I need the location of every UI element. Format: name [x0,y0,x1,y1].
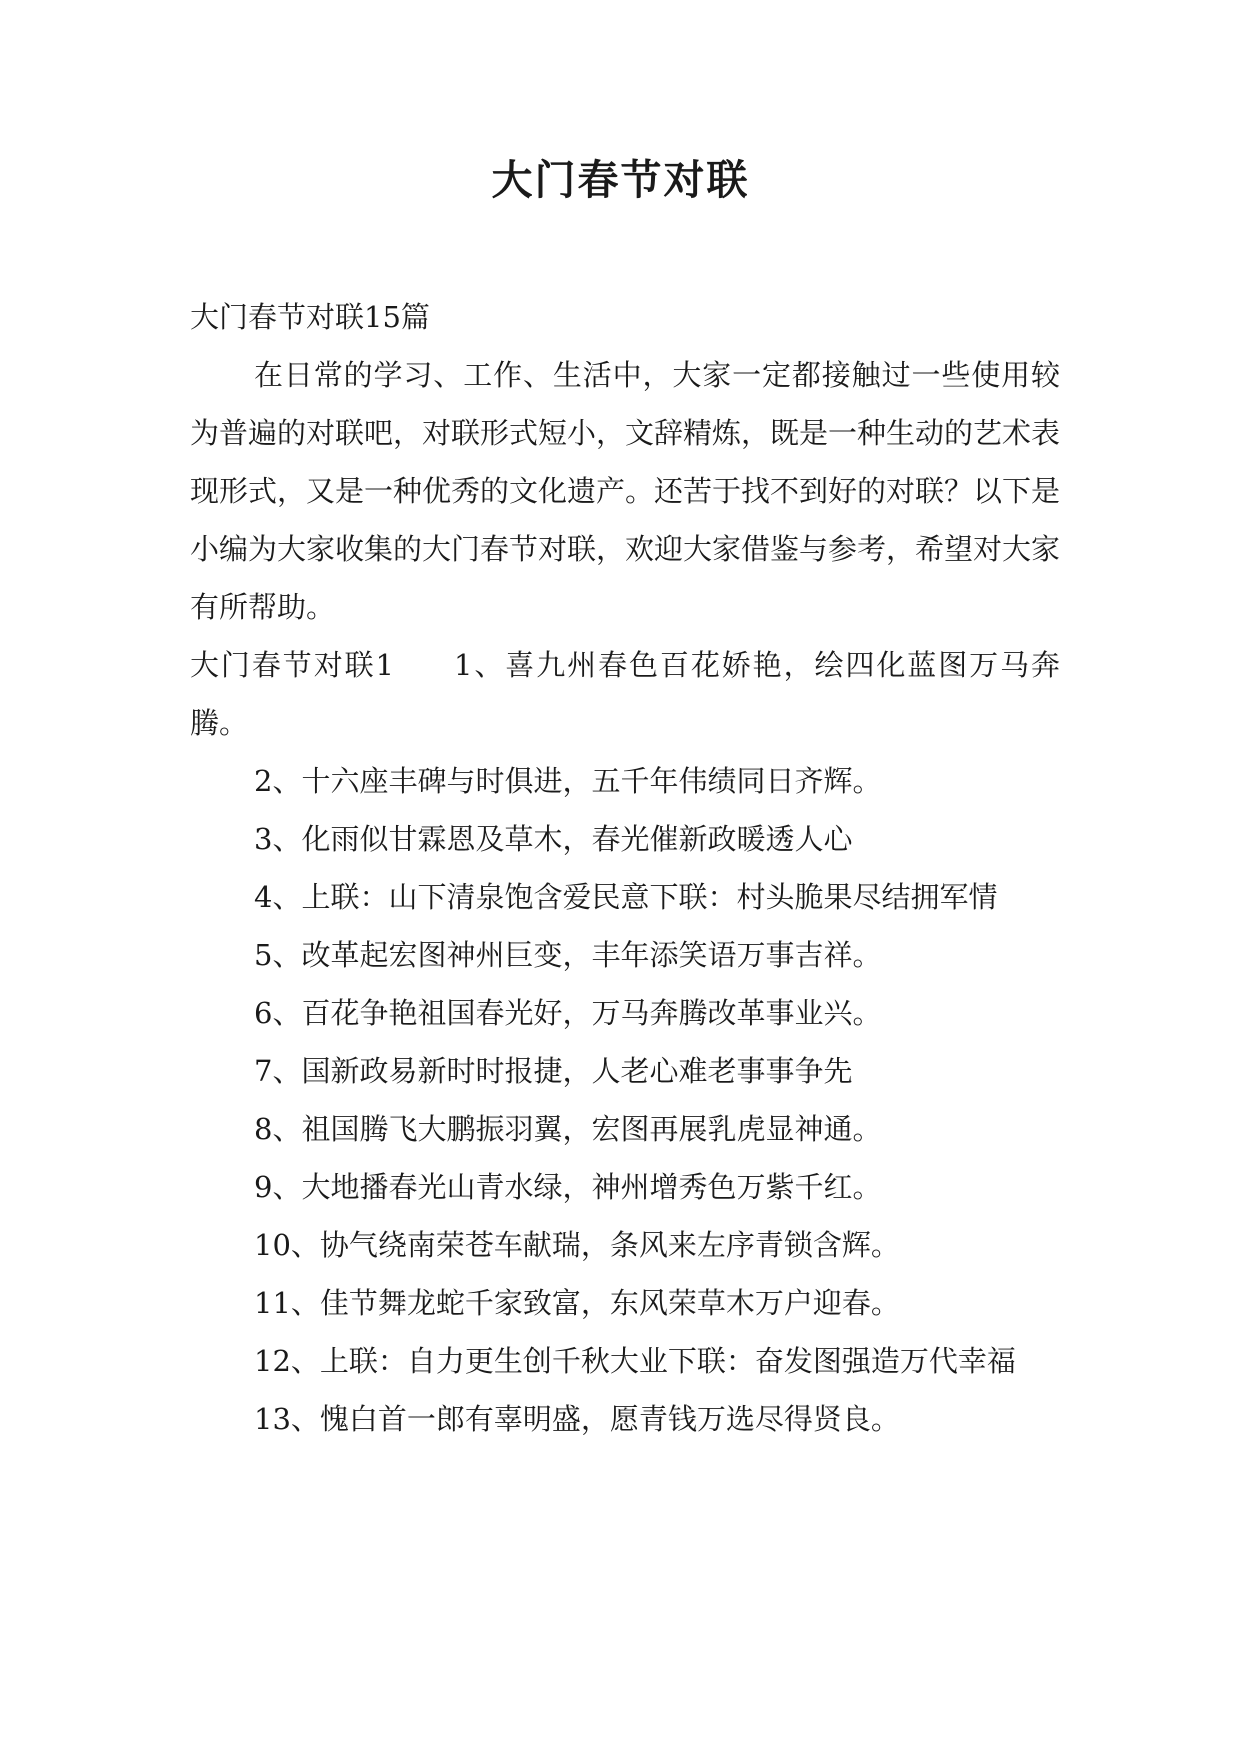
couplet-item-12: 12、上联：自力更生创千秋大业下联：奋发图强造万代幸福 [254,1344,1016,1378]
couplet-item-4: 4、上联：山下清泉饱含爱民意下联：村头脆果尽结拥军情 [254,880,998,914]
couplet-item-2: 2、十六座丰碑与时俱进，五千年伟绩同日齐辉。 [254,764,882,798]
couplet-item-5: 5、改革起宏图神州巨变，丰年添笑语万事吉祥。 [254,938,882,972]
couplet-item-13: 13、愧白首一郎有辜明盛，愿青钱万选尽得贤良。 [254,1402,900,1436]
couplet-item-7: 7、国新政易新时时报捷，人老心难老事事争先 [254,1054,853,1088]
couplet-item-10: 10、协气绕南荣苍车献瑞，条风来左序青锁含辉。 [254,1228,900,1262]
couplet-item-9: 9、大地播春光山青水绿，神州增秀色万紫千红。 [254,1170,882,1204]
document-body [190,288,1060,1448]
document-subtitle: 大门春节对联15篇 [190,300,430,334]
intro-paragraph: 在日常的学习、工作、生活中，大家一定都接触过一些使用较为普遍的对联吧，对联形式短小，文辞精炼，既是一种生动的艺术表现形式，又是一种优秀的文化遗产。还苦于找不到好的对联？以下是小编为大家收集的大门春节对联，欢迎大家借鉴与参考，希望对大家有所帮助。 [190,358,1061,624]
couplet-item-1: 1、喜九州春色百花娇艳，绘四化蓝图万马奔腾。 [190,648,1061,740]
couplet-item-8: 8、祖国腾飞大鹏振羽翼，宏图再展乳虎显神通。 [254,1112,882,1146]
document-title: 大门春节对联 [491,156,750,204]
couplet-item-3: 3、化雨似甘霖恩及草木，春光催新政暖透人心 [254,822,853,856]
couplet-item-6: 6、百花争艳祖国春光好，万马奔腾改革事业兴。 [254,996,882,1030]
couplet-item-11: 11、佳节舞龙蛇千家致富，东风荣草木万户迎春。 [254,1286,900,1320]
section-1-line [190,636,1060,752]
section-1-heading: 大门春节对联1 [190,648,394,682]
